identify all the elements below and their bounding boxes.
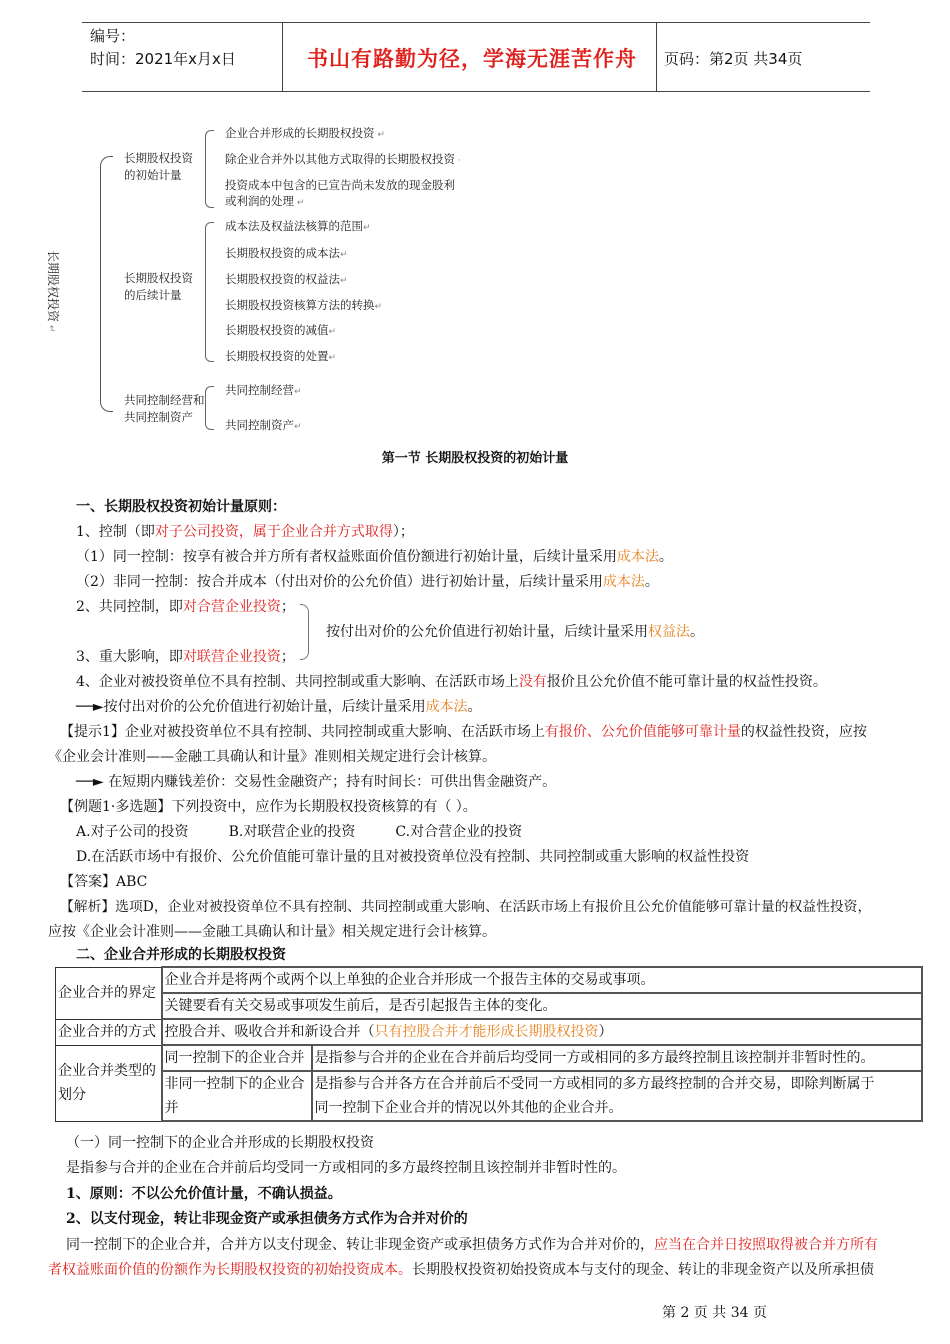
s2-sub1-desc: 是指参与合并的企业在合并前后均受同一方或相同的多方最终控制且该控制并非暂时性的。: [66, 1160, 626, 1176]
s2-point-2: 2、以支付现金，转让非现金资产或承担债务方式作为合并对价的: [66, 1211, 468, 1227]
label-line: 长期股权投资: [124, 151, 193, 165]
mindmap-item: 长期股权投资的成本法↵: [225, 246, 348, 260]
s2-sub1: （一）同一控制下的企业合并形成的长期股权投资: [66, 1135, 374, 1151]
right-brace: [300, 604, 309, 660]
mindmap-item: 除企业合并外以其他方式取得的长期股权投资 ·: [225, 152, 461, 166]
group3-bracket: [205, 386, 214, 430]
table-cell: 是指参与合并各方在合并前后不受同一方或相同的多方最终控制的合并交易，即除判断属于 同一控制下企业合并的情况以外其他的企业合并。: [312, 1071, 923, 1121]
section-title: 第一节 长期股权投资的初始计量: [381, 451, 569, 466]
s1-line-8: ──►按付出对价的公允价值进行初始计量，后续计量采用成本法。: [76, 699, 482, 715]
s1-line-3: （2）非同一控制：按合并成本（付出对价的公允价值）进行初始计量，后续计量采用成本法。: [76, 574, 659, 590]
label-line: 的后续计量: [124, 288, 182, 302]
table-row: [56, 1071, 923, 1121]
mindmap-item: 长期股权投资的处置↵: [225, 349, 337, 363]
mindmap-item: 或利润的处理 ↵: [225, 194, 305, 208]
table-cell: 非同一控制下的企业合 并: [162, 1071, 312, 1121]
arrow-icon: ──►: [76, 699, 104, 715]
table-row: [56, 1045, 923, 1071]
example-question: 【例题1·多选题】下列投资中，应作为长期股权投资核算的有（ ）。: [60, 799, 477, 815]
arrow-icon: ──►: [76, 774, 109, 790]
label-line: 共同控制经营和: [124, 393, 205, 407]
table-cell: 控股合并、吸收合并和新设合并（只有控股合并才能形成长期股权投资）: [162, 1019, 923, 1045]
s2-principle: 1、原则：不以公允价值计量，不确认损益。: [66, 1186, 342, 1202]
example-options-2: D.在活跃市场中有报价、公允价值能可靠计量的且对被投资单位没有控制、共同控制或重大影响的权益性投资: [76, 849, 750, 865]
header-page-info: 页码：第2页 共34页: [664, 50, 803, 68]
table-header-cell: 企业合并的方式: [56, 1019, 162, 1045]
s2-para-line-2: 者权益账面价值的份额作为长期股权投资的初始投资成本。长期股权投资初始投资成本与支付的现金、转让的非现金资产以及所承担债: [48, 1262, 874, 1278]
tip-line-1: 【提示1】企业对被投资单位不具有控制、共同控制或重大影响、在活跃市场上有报价、公允价值能够可靠计量的权益性投资，应按: [60, 724, 867, 740]
mindmap-root: 长期股权投资 ↵: [46, 250, 60, 333]
label-line: 的初始计量: [124, 168, 182, 182]
document-number-label: 编号：: [90, 27, 136, 45]
s1-line-7: 4、企业对被投资单位不具有控制、共同控制或重大影响、在活跃市场上没有报价且公允价值不能可靠计量的权益性投资。: [76, 674, 827, 690]
s2-heading: 二、企业合并形成的长期股权投资: [76, 947, 286, 963]
header-divider: [656, 23, 657, 91]
s1-line-6: 3、重大影响，即对联营企业投资；: [76, 649, 295, 665]
table-cell: 企业合并是将两个或两个以上单独的企业合并形成一个报告主体的交易或事项。: [162, 967, 923, 993]
page-footer: 第 2 页 共 34 页: [662, 1305, 767, 1321]
mindmap-group1-label: [124, 150, 193, 184]
table-header-cell: 企业合并的界定: [56, 967, 162, 1019]
s1-line-1: 1、控制（即对子公司投资，属于企业合并方式取得）；: [76, 524, 414, 540]
header-motto: 书山有路勤为径，学海无涯苦作舟: [307, 46, 637, 71]
table-row: [56, 967, 923, 993]
group1-bracket: [205, 130, 214, 208]
label-line: 共同控制资产: [124, 410, 193, 424]
table-row: [56, 993, 923, 1019]
table-cell: 关键要看有关交易或事项发生前后，是否引起报告主体的变化。: [162, 993, 923, 1019]
mindmap-item: 长期股权投资的减值↵: [225, 323, 337, 337]
table-cell: 是指参与合并的企业在合并前后均受同一方或相同的多方最终控制且该控制并非暂时性的。: [312, 1045, 923, 1071]
example-options-1: A.对子公司的投资 B.对联营企业的投资 C.对合营企业的投资: [76, 824, 523, 840]
mindmap-item: 企业合并形成的长期股权投资 ↵: [225, 126, 385, 140]
arrow-line: ──► 在短期内赚钱差价：交易性金融资产；持有时间长：可供出售金融资产。: [76, 774, 557, 790]
tip-line-2: 《企业会计准则——金融工具确认和计量》准则相关规定进行会计核算。: [48, 749, 496, 765]
mindmap-group3-label: [124, 392, 205, 426]
document-time: 时间：2021年x月x日: [90, 50, 236, 68]
table-cell: 同一控制下的企业合并: [162, 1045, 312, 1071]
example-analysis-1: 【解析】选项D，企业对被投资单位不具有控制、共同控制或重大影响、在活跃市场上有报价且公允价值能够可靠计量的权益性投资，: [60, 899, 872, 915]
mindmap-item: 共同控制经营↵: [225, 383, 302, 397]
mindmap-item: 成本法及权益法核算的范围↵: [225, 219, 371, 233]
example-answer: 【答案】ABC: [60, 874, 148, 890]
merger-table: [55, 966, 923, 1122]
header-divider: [282, 23, 283, 91]
mindmap-item: 长期股权投资核算方法的转换↵: [225, 298, 383, 312]
header-meta: [90, 25, 236, 71]
mindmap-item: 共同控制资产↵: [225, 418, 302, 432]
s1-line-2: （1）同一控制：按享有被合并方所有者权益账面价值份额进行初始计量，后续计量采用成本法。: [76, 549, 673, 565]
s1-line-5: 按付出对价的公允价值进行初始计量，后续计量采用权益法。: [326, 624, 704, 640]
mindmap-item: 长期股权投资的权益法↵: [225, 272, 348, 286]
s1-line-4: 2、共同控制，即对合营企业投资；: [76, 599, 295, 615]
example-analysis-2: 应按《企业会计准则——金融工具确认和计量》相关规定进行会计核算。: [48, 924, 496, 940]
table-row: [56, 1019, 923, 1045]
table-header-cell: 企业合并类型的 划分: [56, 1045, 162, 1121]
label-line: 长期股权投资: [124, 271, 193, 285]
page-header: [82, 22, 870, 92]
mindmap-item: 投资成本中包含的已宣告尚未发放的现金股利: [225, 178, 455, 192]
group2-bracket: [205, 222, 214, 362]
s2-para-line-1: 同一控制下的企业合并，合并方以支付现金、转让非现金资产或承担债务方式作为合并对价的，应当在合并日按照取得被合并方所有: [66, 1237, 878, 1253]
root-bracket: [100, 156, 113, 412]
s1-heading: 一、长期股权投资初始计量原则：: [76, 499, 286, 515]
mindmap-group2-label: [124, 270, 193, 304]
